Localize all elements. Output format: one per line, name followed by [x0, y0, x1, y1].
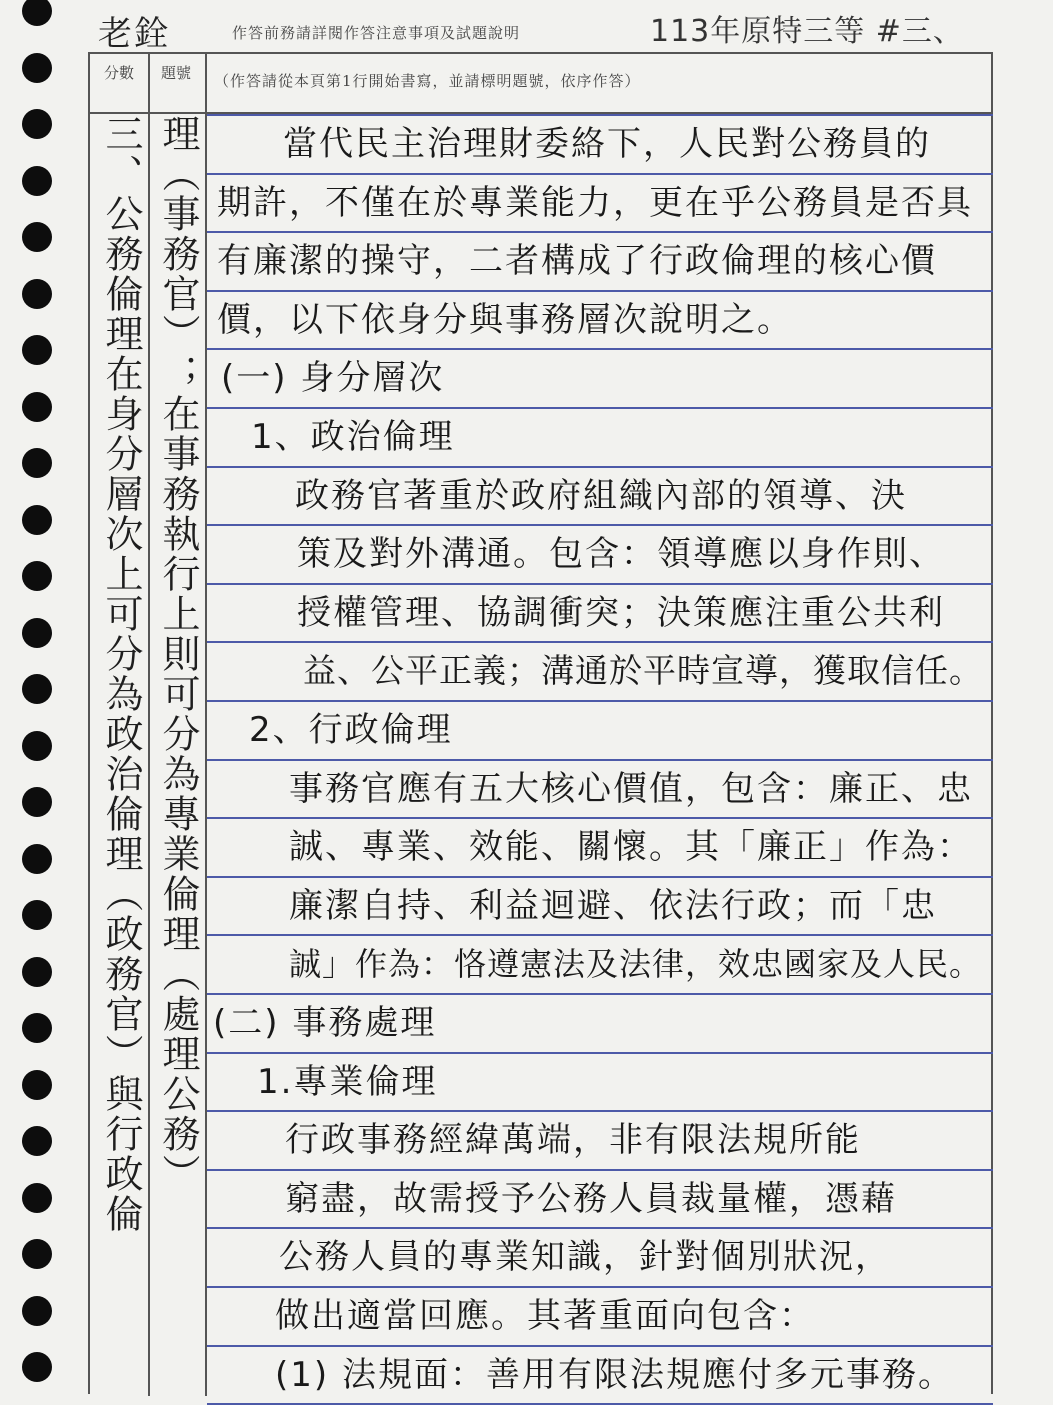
- answer-line: 行政事務經緯萬端，非有限法規所能: [285, 1120, 861, 1161]
- answer-line: 價，以下依身分與事務層次說明之。: [217, 299, 793, 340]
- answer-line: 誠、專業、效能、關懷。其「廉正」作為：: [289, 827, 973, 868]
- ruled-line: [207, 231, 993, 233]
- answer-line: (1) 法規面：善用有限法規應付多元事務。: [275, 1354, 954, 1395]
- ruled-line: [207, 1110, 993, 1112]
- answer-line: 當代民主治理財委絡下，人民對公務員的: [283, 124, 931, 164]
- ruled-line: [207, 993, 993, 995]
- binder-hole: [22, 1013, 52, 1043]
- binder-hole: [22, 1296, 52, 1326]
- binder-hole: [22, 618, 52, 648]
- answer-line: 政務官著重於政府組織內部的領導、決: [295, 475, 907, 516]
- column-divider: [148, 54, 150, 1396]
- binder-hole: [22, 166, 52, 196]
- ruled-line: [207, 348, 993, 350]
- binder-hole: [22, 731, 52, 761]
- answer-line: 1.專業倫理: [257, 1061, 438, 1102]
- answer-line: 公務人員的專業知識，針對個別狀況，: [279, 1237, 891, 1278]
- answer-line: 做出適當回應。其著重面向包含：: [275, 1296, 815, 1336]
- question-text-column-right: 理（事務官）；在事務執行上則可分為專業倫理（處理公務）: [156, 114, 200, 1194]
- binder-hole: [22, 561, 52, 591]
- exam-instruction: 作答前務請詳閱作答注意事項及試題說明: [232, 24, 521, 42]
- answer-line: 事務官應有五大核心價值，包含：廉正、忠: [289, 768, 973, 809]
- ruled-line: [207, 1227, 993, 1229]
- binder-hole: [22, 505, 52, 535]
- answer-line: (二) 事務處理: [213, 1003, 437, 1043]
- binder-hole: [22, 1126, 52, 1156]
- binder-hole: [22, 279, 52, 309]
- binder-hole: [22, 109, 52, 139]
- ruled-line: [207, 466, 993, 468]
- ruled-line: [207, 876, 993, 878]
- binder-holes: [22, 0, 58, 1394]
- binder-hole: [22, 787, 52, 817]
- answer-line: (一) 身分層次: [221, 358, 445, 399]
- answer-line: 窮盡，故需授予公務人員裁量權，憑藉: [285, 1178, 897, 1219]
- author-signature: 老銓: [98, 14, 170, 54]
- answer-line: 益、公平正義；溝通於平時宣導，獲取信任。: [303, 651, 983, 691]
- binder-hole: [22, 957, 52, 987]
- question-text-column-left: 三、公務倫理在身分層次上可分為政治倫理（政務官）與行政倫: [99, 114, 143, 1234]
- binder-hole: [22, 844, 52, 874]
- answer-line: 廉潔自持、利益迴避、依法行政；而「忠: [289, 885, 937, 926]
- answer-line: 誠」作為：恪遵憲法及法律，效忠國家及人民。: [289, 945, 983, 984]
- answer-line: 期許，不僅在於專業能力，更在乎公務員是否具: [217, 182, 973, 223]
- ruled-line: [207, 173, 993, 175]
- binder-hole: [22, 335, 52, 365]
- binder-hole: [22, 222, 52, 252]
- ruled-line: [207, 114, 993, 116]
- binder-hole: [22, 900, 52, 930]
- ruled-line: [207, 700, 993, 702]
- ruled-line: [207, 524, 993, 526]
- ruled-line: [207, 1345, 993, 1347]
- answer-line: 2、行政倫理: [249, 710, 453, 750]
- ruled-line: [207, 759, 993, 761]
- ruled-line: [207, 1169, 993, 1171]
- answer-line: 策及對外溝通。包含：領導應以身作則、: [297, 534, 945, 575]
- binder-hole: [22, 1183, 52, 1213]
- page-header: [0, 0, 1053, 52]
- binder-hole: [22, 1070, 52, 1100]
- answer-line: 授權管理、協調衝突；決策應注重公共利: [297, 592, 945, 633]
- answer-instruction: （作答請從本頁第1行開始書寫，並請標明題號，依序作答）: [214, 72, 641, 90]
- ruled-line: [207, 1052, 993, 1054]
- answer-line: 有廉潔的操守，二者構成了行政倫理的核心價: [217, 241, 937, 282]
- binder-hole: [22, 53, 52, 83]
- binder-hole: [22, 392, 52, 422]
- binder-hole: [22, 1239, 52, 1269]
- ruled-line: [207, 407, 993, 409]
- question-column-label: 題號: [160, 64, 191, 82]
- ruled-line: [207, 934, 993, 936]
- column-divider: [205, 54, 207, 1396]
- ruled-line: [207, 641, 993, 643]
- ruled-line: [207, 817, 993, 819]
- binder-hole: [22, 674, 52, 704]
- ruled-line: [207, 1286, 993, 1288]
- binder-hole: [22, 1352, 52, 1382]
- answer-sheet: [88, 52, 993, 1394]
- ruled-line: [207, 583, 993, 585]
- binder-hole: [22, 448, 52, 478]
- exam-note: 113年原特三等 #三、: [650, 14, 964, 49]
- ruled-line: [207, 290, 993, 292]
- answer-line: 1、政治倫理: [251, 417, 455, 457]
- score-column-label: 分數: [103, 64, 134, 82]
